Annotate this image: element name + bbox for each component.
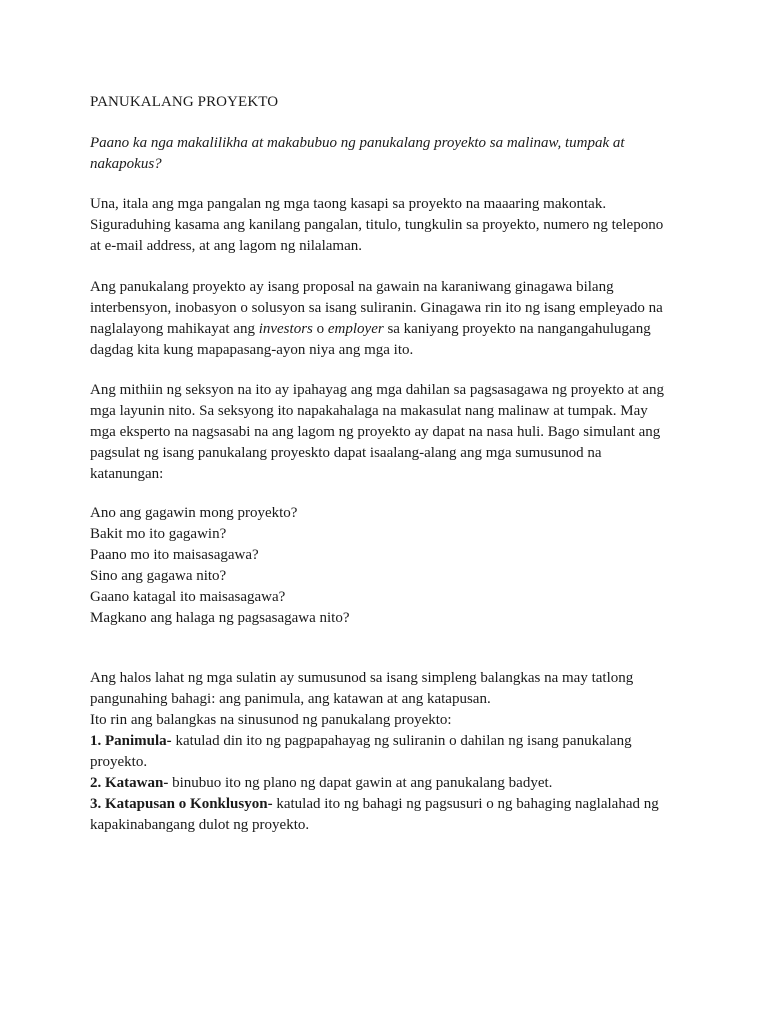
part-panimula: [90, 731, 690, 752]
part-label: 3. Katapusan o Konklusyon-: [90, 796, 273, 812]
text-run: o: [312, 321, 328, 337]
paragraph-line: Una, itala ang mga pangalan ng mga taong kasapi sa proyekto na maaaring makontak.: [90, 196, 607, 212]
paragraph-line: mga eksperto na nagsasabi na ang lagom ng proyekto ay dapat na nasa huli. Bago simulant ang: [90, 424, 661, 440]
paragraph-line: Ang halos lahat ng mga sulatin ay sumusunod sa isang simpleng balangkas na may tatlong: [90, 670, 634, 686]
paragraph-line: katanungan:: [90, 466, 164, 482]
question-item: Sino ang gagawa nito?: [90, 568, 227, 584]
question-item: Paano mo ito maisasagawa?: [90, 547, 259, 563]
paragraph-line: mga layunin nito. Sa seksyong ito napakahalaga na makasulat nang malinaw at tumpak. May: [90, 403, 648, 419]
italic-term-investors: investors: [258, 321, 313, 337]
part-text: katulad din ito ng pagpapahayag ng suliranin o dahilan ng isang panukalang: [171, 733, 632, 749]
part-katapusan: [90, 794, 690, 815]
guiding-question: [90, 133, 690, 175]
paragraph-line: Siguraduhing kasama ang kanilang pangalan, titulo, tungkulin sa proyekto, numero ng telepono: [90, 217, 664, 233]
guiding-question-line: Paano ka nga makalilikha at makabubuo ng panukalang proyekto sa malinaw, tumpak at: [90, 135, 625, 151]
paragraph-definition: [90, 277, 690, 361]
text-run: naglalayong mahikayat ang: [90, 321, 259, 337]
part-katawan: [90, 773, 690, 794]
part-text-continued: proyekto.: [90, 754, 148, 770]
paragraph-line: Ito rin ang balangkas na sinusunod ng panukalang proyekto:: [90, 712, 452, 728]
question-item: Gaano katagal ito maisasagawa?: [90, 589, 286, 605]
paragraph-line: pangunahing bahagi: ang panimula, ang katawan at ang katapusan.: [90, 691, 491, 707]
paragraph-structure: [90, 668, 690, 836]
paragraph-objectives: [90, 380, 690, 485]
question-list: [90, 503, 690, 629]
part-text-continued: kapakinabangang dulot ng proyekto.: [90, 817, 310, 833]
part-label: 2. Katawan-: [90, 775, 169, 791]
paragraph-line: Ang mithiin ng seksyon na ito ay ipahayag ang mga dahilan sa pagsasagawa ng proyekto at ang: [90, 382, 665, 398]
paragraph-line: Ang panukalang proyekto ay isang proposal na gawain na karaniwang ginagawa bilang: [90, 279, 614, 295]
part-text: binubuo ito ng plano ng dapat gawin at ang panukalang badyet.: [168, 775, 553, 791]
question-item: Magkano ang halaga ng pagsasagawa nito?: [90, 610, 350, 626]
paragraph-line: pagsulat ng isang panukalang proyeskto dapat isaalang-alang ang mga sumusunod na: [90, 445, 602, 461]
text-run: sa kaniyang proyekto na nangangahulugang: [383, 321, 651, 337]
paragraph-contacts: [90, 194, 690, 257]
paragraph-line: [90, 319, 690, 340]
guiding-question-line: nakapokus?: [90, 156, 162, 172]
question-item: Bakit mo ito gagawin?: [90, 526, 227, 542]
paragraph-line: dagdag kita kung mapapasang-ayon niya ang mga ito.: [90, 342, 414, 358]
part-label: 1. Panimula-: [90, 733, 172, 749]
part-text: katulad ito ng bahagi ng pagsusuri o ng bahaging naglalahad ng: [272, 796, 659, 812]
paragraph-line: interbensyon, inobasyon o solusyon sa isang suliranin. Ginagawa rin ito ng isang empleyado na: [90, 300, 663, 316]
question-item: Ano ang gagawin mong proyekto?: [90, 505, 298, 521]
paragraph-line: at e-mail address, at ang lagom ng nilalaman.: [90, 238, 362, 254]
italic-term-employer: employer: [327, 321, 384, 337]
document-title: PANUKALANG PROYEKTO: [90, 94, 279, 110]
